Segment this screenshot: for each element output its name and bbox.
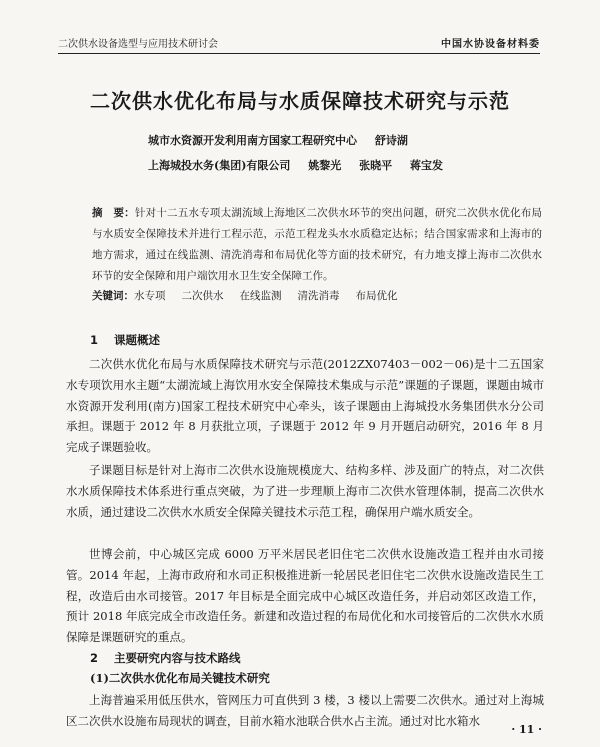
author-name: 张晓平 xyxy=(359,159,393,172)
affiliation-line-2 xyxy=(148,157,443,173)
paragraph: 二次供水优化布局与水质保障技术研究与示范(2012ZX07403－002－06)是十二五国家水专项饮用水主题“太湖流域上海饮用水安全保障技术集成与示范”课题的子课题，课题由城市水资源开发利用(南方)国家工程技术研究中心牵头，该子课题由上海城投水务集团供水分公司承担。课题于 2012 年 8 月获批立项，子课题于 2012 年 9 月开题启动研究，2016 年 8 月完成子课题验收。 xyxy=(66,357,544,455)
keyword: 清洗消毒 xyxy=(297,290,340,302)
affiliation-org: 上海城投水务(集团)有限公司 xyxy=(148,159,291,172)
section-title: 课题概述 xyxy=(114,333,161,347)
section-title: 主要研究内容与技术路线 xyxy=(114,651,241,665)
keywords xyxy=(92,288,414,303)
keyword: 布局优化 xyxy=(355,290,398,302)
author-name: 蒋宝发 xyxy=(409,159,443,172)
author-name: 舒诗湖 xyxy=(374,134,408,147)
header-publisher: 中国水协设备材料委 xyxy=(441,39,540,50)
subsection-heading: (1)二次供水优化布局关键技术研究 xyxy=(90,671,270,685)
paragraph: 上海普遍采用低压供水，管网压力可直供到 3 楼，3 楼以上需要二次供水。通过对上海城区二次供水设施布局现状的调查，目前水箱水池联合供水占主流。通过对比水箱水 xyxy=(66,693,544,728)
section-heading-2 xyxy=(90,650,241,666)
keyword: 水专项 xyxy=(134,290,166,302)
paper-title: 二次供水优化布局与水质保障技术研究与示范 xyxy=(90,89,510,113)
paragraph: 子课题目标是针对上海市二次供水设施规模庞大、结构多样、涉及面广的特点，对二次供水水质保障技术体系进行重点突破，为了进一步理顺上海市二次供水管理体制，提高二次供水水质，通过建设二次供水水质安全保障关键技术示范工程，确保用户端水质安全。 xyxy=(66,463,544,519)
page-number: · 11 · xyxy=(511,723,542,736)
keywords-label: 关键词： xyxy=(92,290,134,302)
paragraph: 世博会前，中心城区完成 6000 万平米居民老旧住宅二次供水设施改造工程并由水司接管。2014 年起，上海市政府和水司正积极推进新一轮居民老旧住宅二次供水设施改造民生工程，改造后由水司接管。2017 年目标是全面完成中心城区改造任务，并启动郊区改造工作，预计 2018 年底完成全市改造任务。新建和改造过程的布局优化和水司接管后的二次供水水质保障是课题研究的重点。 xyxy=(66,547,544,645)
keyword: 在线监测 xyxy=(239,290,282,302)
affiliation-line-1 xyxy=(148,132,408,148)
section-number: 1 xyxy=(90,333,99,347)
header-rule xyxy=(58,53,540,54)
header-conference: 二次供水设备选型与应用技术研讨会 xyxy=(58,39,218,50)
section-number: 2 xyxy=(90,651,99,665)
keyword: 二次供水 xyxy=(181,290,224,302)
abstract xyxy=(92,203,542,287)
running-header xyxy=(58,37,540,53)
section-heading-1 xyxy=(90,332,160,348)
author-name: 姚黎光 xyxy=(308,159,342,172)
abstract-label: 摘 要： xyxy=(92,207,135,219)
abstract-text: 针对十二五水专项太湖流域上海地区二次供水环节的突出问题，研究二次供水优化布局与水质安全保障技术并进行工程示范，示范工程龙头水水质稳定达标；结合国家需求和上海市的地方需求，通过在线监测、清洗消毒和布局优化等方面的技术研究，有力地支撑上海市二次供水环节的安全保障和用户端饮用水卫生安全保障工作。 xyxy=(92,207,543,282)
affiliation-org: 城市水资源开发利用南方国家工程研究中心 xyxy=(148,134,357,147)
